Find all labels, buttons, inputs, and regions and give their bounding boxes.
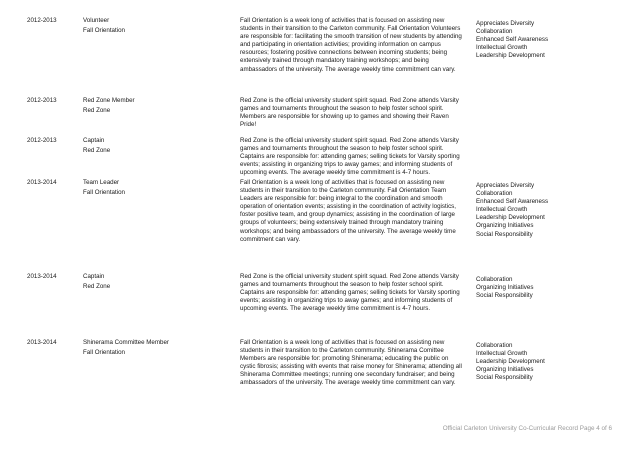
- skill-item: Collaboration: [476, 342, 513, 349]
- skill-item: Social Responsibility: [476, 230, 533, 238]
- skill-item: Collaboration: [476, 276, 513, 283]
- record-position: Captain: [83, 137, 105, 144]
- skill-item: Enhanced Self Awareness: [476, 198, 549, 206]
- record-year: 2013-2014: [27, 273, 57, 280]
- record-description: Fall Orientation is a week long of activities that is focused on assisting new students in their transition to the Carleton community. Shinerama Comittee Members are responsible for: promoting Shinerama; educating the public on cystic fibrosis; assisting with events that raise money for Shinerama; attending all Shinerama Committee meetings; running one secondary fundraiser; and being ambassadors of the university. The average weekly time commitment can vary.: [240, 339, 462, 387]
- skill-item: Organizing Initiatives: [476, 222, 534, 230]
- skill-item: Leadership Development: [476, 52, 545, 60]
- record-organization: Red Zone: [83, 283, 111, 291]
- skill-item: Appreciates Diversity: [476, 182, 535, 189]
- record-year: 2012-2013: [27, 97, 57, 104]
- record-year: 2012-2013: [27, 137, 57, 144]
- skill-item: Organizing Initiatives: [476, 366, 534, 374]
- record-organization: Fall Orientation: [83, 189, 125, 197]
- record-description: Red Zone is the official university student spirit squad. Red Zone attends Varsity games and tournaments throughout the season to help foster school spirit. Captains are responsible for: attending games; selling tickets for Varsity sporting events; assisting in organizing trips to away games; and informing students of upcoming events. The average weekly time commitment is 4-7 hours.: [240, 137, 460, 177]
- record-position: Team Leader: [83, 179, 120, 186]
- record-skills: [476, 182, 548, 239]
- record-organization: Fall Orientation: [83, 27, 125, 35]
- page-footer: Official Carleton University Co-Curricular Record Page 4 of 6: [442, 425, 612, 432]
- record-organization: Fall Orientation: [83, 349, 125, 357]
- skill-item: Enhanced Self Awareness: [476, 36, 549, 44]
- record-description: Red Zone is the official university student spirit squad. Red Zone attends Varsity games and tournaments throughout the season to help foster school spirit. Members are responsible for showing up to games and showing their Raven Pride!: [240, 97, 459, 129]
- skill-item: Leadership Development: [476, 358, 545, 366]
- record-position-block: [83, 179, 125, 197]
- record-position: Shinerama Committee Member: [83, 339, 169, 346]
- skill-item: Collaboration: [476, 190, 513, 198]
- record-position: Captain: [83, 273, 105, 280]
- record-year: 2013-2014: [27, 179, 57, 186]
- skill-item: Collaboration: [476, 28, 513, 36]
- record-year: 2012-2013: [27, 17, 57, 24]
- skill-item: Intellectual Growth: [476, 206, 528, 214]
- skill-item: Social Responsibility: [476, 292, 533, 300]
- record-skills: [476, 342, 545, 382]
- record-description: Red Zone is the official university student spirit squad. Red Zone attends Varsity games and tournaments throughout the season to help foster school spirit. Captains are responsible for: attending games; selling tickets for Varsity sporting events; assisting in organizing trips to away games; and informing students of upcoming events. The average weekly time commitment is 4-7 hours.: [240, 273, 460, 313]
- record-organization: Red Zone: [83, 107, 111, 115]
- skill-item: Social Responsibility: [476, 374, 533, 382]
- record-position: Red Zone Member: [83, 97, 135, 104]
- skill-item: Intellectual Growth: [476, 350, 528, 358]
- record-position-block: [83, 17, 125, 35]
- record-position-block: [83, 339, 169, 357]
- skill-item: Intellectual Growth: [476, 44, 528, 52]
- record-position-block: [83, 273, 110, 291]
- record-skills: [476, 20, 548, 60]
- record-year: 2013-2014: [27, 339, 57, 346]
- record-skills: [476, 276, 533, 300]
- record-position-block: [83, 97, 135, 115]
- skill-item: Organizing Initiatives: [476, 284, 534, 292]
- record-description: Fall Orientation is a week long of activities that is focused on assisting new students in their transition to the Carleton community. Fall Orientation Volunteers are responsible for: facilitating the smooth transition of new students by attending and participating in orientation activities; providing information on campus resources; fostering positive connections between incoming students; being extensively trained through mandatory training workshops; and being ambassadors of the university. The average weekly time commitment can vary.: [240, 17, 462, 73]
- record-position: Volunteer: [83, 17, 110, 24]
- skill-item: Appreciates Diversity: [476, 20, 535, 27]
- record-description: Fall Orientation is a week long of activities that is focused on assisting new students in their transition to the Carleton community. Fall Orientation Team Leaders are responsible for: being integral to the coordination and smooth operation of orientation events; assisting in the coordination of activity logistics, foster positive team, and group dynamics; assisting in the coordination of large groups of volunteers; being extensively trained through mandatory training workshops; and being ambassadors of the university. The average weekly time commitment can vary.: [240, 179, 456, 243]
- skill-item: Leadership Development: [476, 214, 545, 222]
- record-position-block: [83, 137, 110, 155]
- record-organization: Red Zone: [83, 147, 111, 155]
